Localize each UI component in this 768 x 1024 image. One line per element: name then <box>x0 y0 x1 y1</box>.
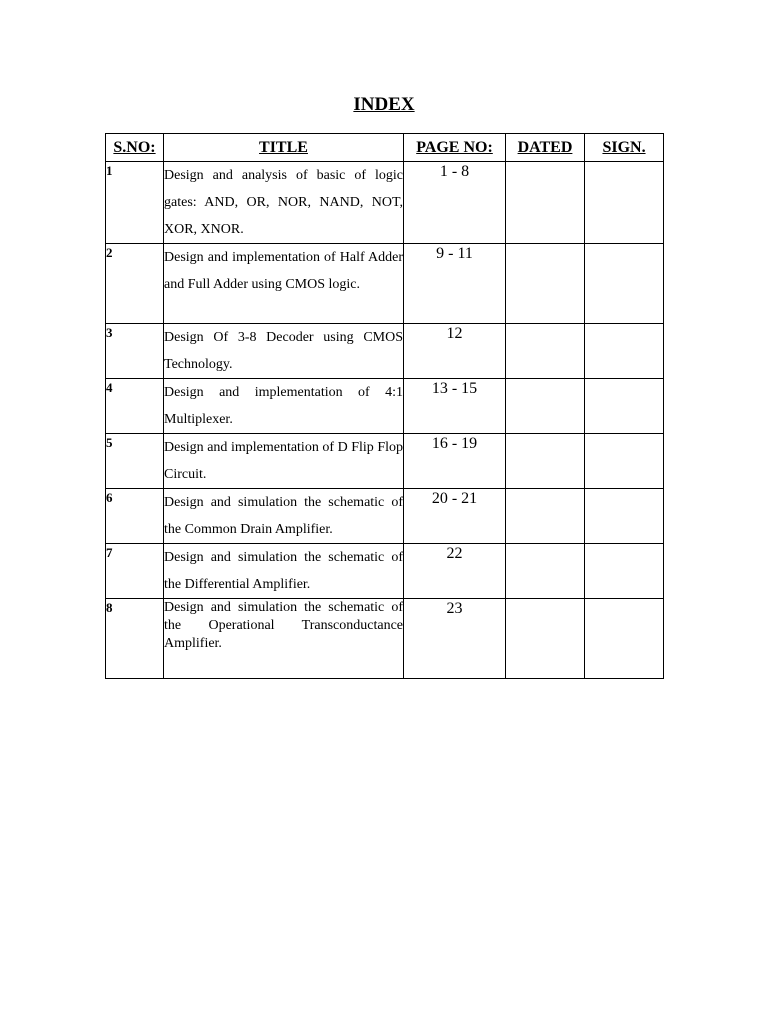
sign-cell <box>585 324 664 379</box>
table-row <box>106 489 664 544</box>
page-cell: 20 - 21 <box>404 489 506 544</box>
table-row <box>106 324 664 379</box>
page-title: INDEX <box>353 94 415 115</box>
table-row <box>106 162 664 244</box>
sno-cell: 3 <box>106 324 164 379</box>
sno-cell: 5 <box>106 434 164 489</box>
sign-cell <box>585 544 664 599</box>
sign-cell <box>585 434 664 489</box>
header-page: PAGE NO: <box>404 134 506 162</box>
header-row <box>106 134 664 162</box>
sign-cell <box>585 599 664 679</box>
page-cell: 23 <box>404 599 506 679</box>
dated-cell <box>506 162 585 244</box>
header-sign: SIGN. <box>585 134 664 162</box>
index-table <box>105 133 664 679</box>
page-cell: 9 - 11 <box>404 244 506 324</box>
title-cell: Design and simulation the schematic of the Common Drain Amplifier. <box>164 489 404 544</box>
sno-cell: 4 <box>106 379 164 434</box>
dated-cell <box>506 244 585 324</box>
title-cell: Design and implementation of 4:1 Multiplexer. <box>164 379 404 434</box>
sno-cell: 6 <box>106 489 164 544</box>
table-row <box>106 379 664 434</box>
sign-cell <box>585 162 664 244</box>
title-cell: Design and simulation the schematic of the Operational Transconductance Amplifier. <box>164 599 404 679</box>
table-row <box>106 244 664 324</box>
sno-cell: 2 <box>106 244 164 324</box>
dated-cell <box>506 544 585 599</box>
page-cell: 12 <box>404 324 506 379</box>
header-dated: DATED <box>506 134 585 162</box>
sign-cell <box>585 489 664 544</box>
dated-cell <box>506 599 585 679</box>
sign-cell <box>585 379 664 434</box>
title-cell: Design and analysis of basic of logic gates: AND, OR, NOR, NAND, NOT, XOR, XNOR. <box>164 162 404 244</box>
header-title: TITLE <box>164 134 404 162</box>
dated-cell <box>506 379 585 434</box>
table-row <box>106 544 664 599</box>
title-cell: Design and implementation of Half Adder and Full Adder using CMOS logic. <box>164 244 404 324</box>
title-cell: Design Of 3-8 Decoder using CMOS Technology. <box>164 324 404 379</box>
sno-cell: 7 <box>106 544 164 599</box>
dated-cell <box>506 434 585 489</box>
dated-cell <box>506 324 585 379</box>
title-cell: Design and implementation of D Flip Flop Circuit. <box>164 434 404 489</box>
sign-cell <box>585 244 664 324</box>
page-cell: 16 - 19 <box>404 434 506 489</box>
sno-cell: 8 <box>106 599 164 679</box>
table-row <box>106 434 664 489</box>
dated-cell <box>506 489 585 544</box>
sno-cell: 1 <box>106 162 164 244</box>
header-sno: S.NO: <box>106 134 164 162</box>
page-cell: 1 - 8 <box>404 162 506 244</box>
page-cell: 13 - 15 <box>404 379 506 434</box>
table-row <box>106 599 664 679</box>
title-cell: Design and simulation the schematic of the Differential Amplifier. <box>164 544 404 599</box>
page-cell: 22 <box>404 544 506 599</box>
